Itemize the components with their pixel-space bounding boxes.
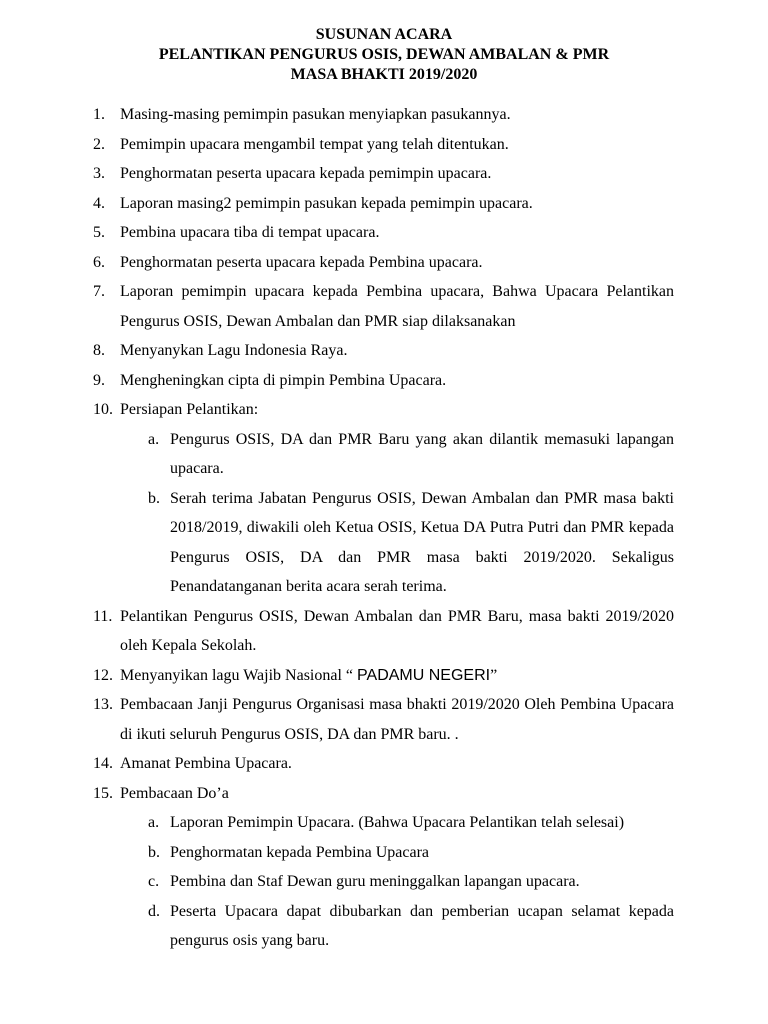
agenda-item-8 [0, 336, 674, 366]
document-header [0, 25, 768, 85]
item-text: Masing-masing pemimpin pasukan menyiapkan pasukannya. [120, 106, 511, 123]
sub-item-15b [0, 838, 674, 868]
agenda-item-12 [0, 661, 674, 691]
sub-item-10b [0, 484, 674, 602]
item-number: 8. [93, 342, 105, 359]
item-text: Amanat Pembina Upacara. [120, 755, 292, 772]
item-text: Pelantikan Pengurus OSIS, Dewan Ambalan dan PMR Baru, masa bakti 2019/2020 oleh Kepala Sekolah. [120, 607, 674, 654]
item-number: 6. [93, 253, 105, 271]
song-title: PADAMU NEGERI [357, 666, 491, 684]
sub-item-letter: c. [148, 873, 160, 890]
header-title: SUSUNAN ACARA [315, 26, 453, 43]
sub-item-text: Laporan Pemimpin Upacara. (Bahwa Upacara Pelantikan telah selesai) [170, 814, 625, 831]
item-text: Laporan pemimpin upacara kepada Pembina upacara, Bahwa Upacara Pelantikan Pengurus OSIS, Dewan Ambalan dan PMR siap dilaksanakan [120, 283, 674, 330]
item-text [120, 667, 497, 684]
agenda-item-9 [0, 366, 674, 396]
sub-item-text: Pembina dan Staf Dewan guru meninggalkan lapangan upacara. [170, 873, 580, 890]
sub-item-10a [0, 425, 674, 484]
sub-item-letter: d. [148, 902, 160, 920]
header-period: MASA BHAKTI 2019/2020 [290, 66, 478, 83]
agenda-item-7 [0, 277, 674, 336]
item-text: Pemimpin upacara mengambil tempat yang telah ditentukan. [120, 135, 509, 153]
item-text: Persiapan Pelantikan: [120, 401, 259, 418]
item-number: 11. [93, 607, 113, 625]
sub-item-text: Serah terima Jabatan Pengurus OSIS, Dewan Ambalan dan PMR masa bakti 2018/2019, diwakili oleh Ketua OSIS, Ketua DA Putra Putri dan PMR kepada Pengurus OSIS, DA dan PMR masa bakti 2019/2020. Sekaligus Penandatanganan berita acara serah terima. [170, 489, 674, 595]
item-text: Penghormatan peserta upacara kepada Pembina upacara. [120, 253, 483, 271]
agenda-item-6 [0, 248, 674, 278]
agenda-item-5 [0, 218, 674, 248]
sub-item-15a [0, 808, 674, 838]
item-text: Menyanykan Lagu Indonesia Raya. [120, 342, 348, 359]
header-subtitle: PELANTIKAN PENGURUS OSIS, DEWAN AMBALAN & PMR [158, 46, 610, 63]
item-number: 5. [93, 224, 105, 241]
item-number: 9. [93, 371, 105, 389]
agenda-item-4 [0, 189, 674, 219]
sub-item-15c [0, 867, 674, 897]
agenda-list [0, 100, 768, 956]
sub-item-letter: a. [148, 814, 160, 831]
sub-item-text: Pengurus OSIS, DA dan PMR Baru yang akan dilantik memasuki lapangan upacara. [170, 430, 674, 477]
item-number: 4. [93, 194, 105, 212]
sub-item-text: Penghormatan kepada Pembina Upacara [170, 843, 430, 861]
item-number: 14. [93, 755, 113, 772]
item-number: 2. [93, 135, 105, 153]
item-text: Penghormatan peserta upacara kepada pemimpin upacara. [120, 165, 492, 182]
agenda-item-11 [0, 602, 674, 661]
sub-item-letter: b. [148, 843, 160, 861]
sub-item-letter: a. [148, 430, 160, 448]
item-number: 15. [93, 784, 113, 802]
item-text-close-quote: ” [490, 666, 498, 684]
sub-item-text: Peserta Upacara dapat dibubarkan dan pemberian ucapan selamat kepada pengurus osis yang baru. [170, 902, 674, 949]
agenda-item-14 [0, 749, 674, 779]
item-number: 13. [93, 696, 113, 713]
item-number: 10. [93, 401, 113, 418]
item-number: 3. [93, 165, 105, 182]
item-text-lead: Menyanyikan lagu Wajib Nasional “ [120, 666, 358, 684]
item-text: Mengheningkan cipta di pimpin Pembina Upacara. [120, 371, 447, 389]
item-text: Pembacaan Janji Pengurus Organisasi masa bhakti 2019/2020 Oleh Pembina Upacara di ikuti seluruh Pengurus OSIS, DA dan PMR baru. . [120, 696, 674, 743]
item-number: 1. [93, 106, 105, 123]
agenda-item-3 [0, 159, 674, 189]
sub-item-15d [0, 897, 674, 956]
item-text: Laporan masing2 pemimpin pasukan kepada pemimpin upacara. [120, 194, 533, 212]
agenda-item-10 [0, 395, 674, 425]
agenda-item-15 [0, 779, 674, 809]
agenda-item-2 [0, 130, 674, 160]
item-number: 7. [93, 283, 105, 300]
item-number: 12. [93, 666, 113, 684]
sub-item-letter: b. [148, 489, 160, 507]
agenda-item-1 [0, 100, 674, 130]
item-text: Pembacaan Do’a [120, 784, 229, 802]
agenda-item-13 [0, 690, 674, 749]
item-text: Pembina upacara tiba di tempat upacara. [120, 224, 380, 241]
